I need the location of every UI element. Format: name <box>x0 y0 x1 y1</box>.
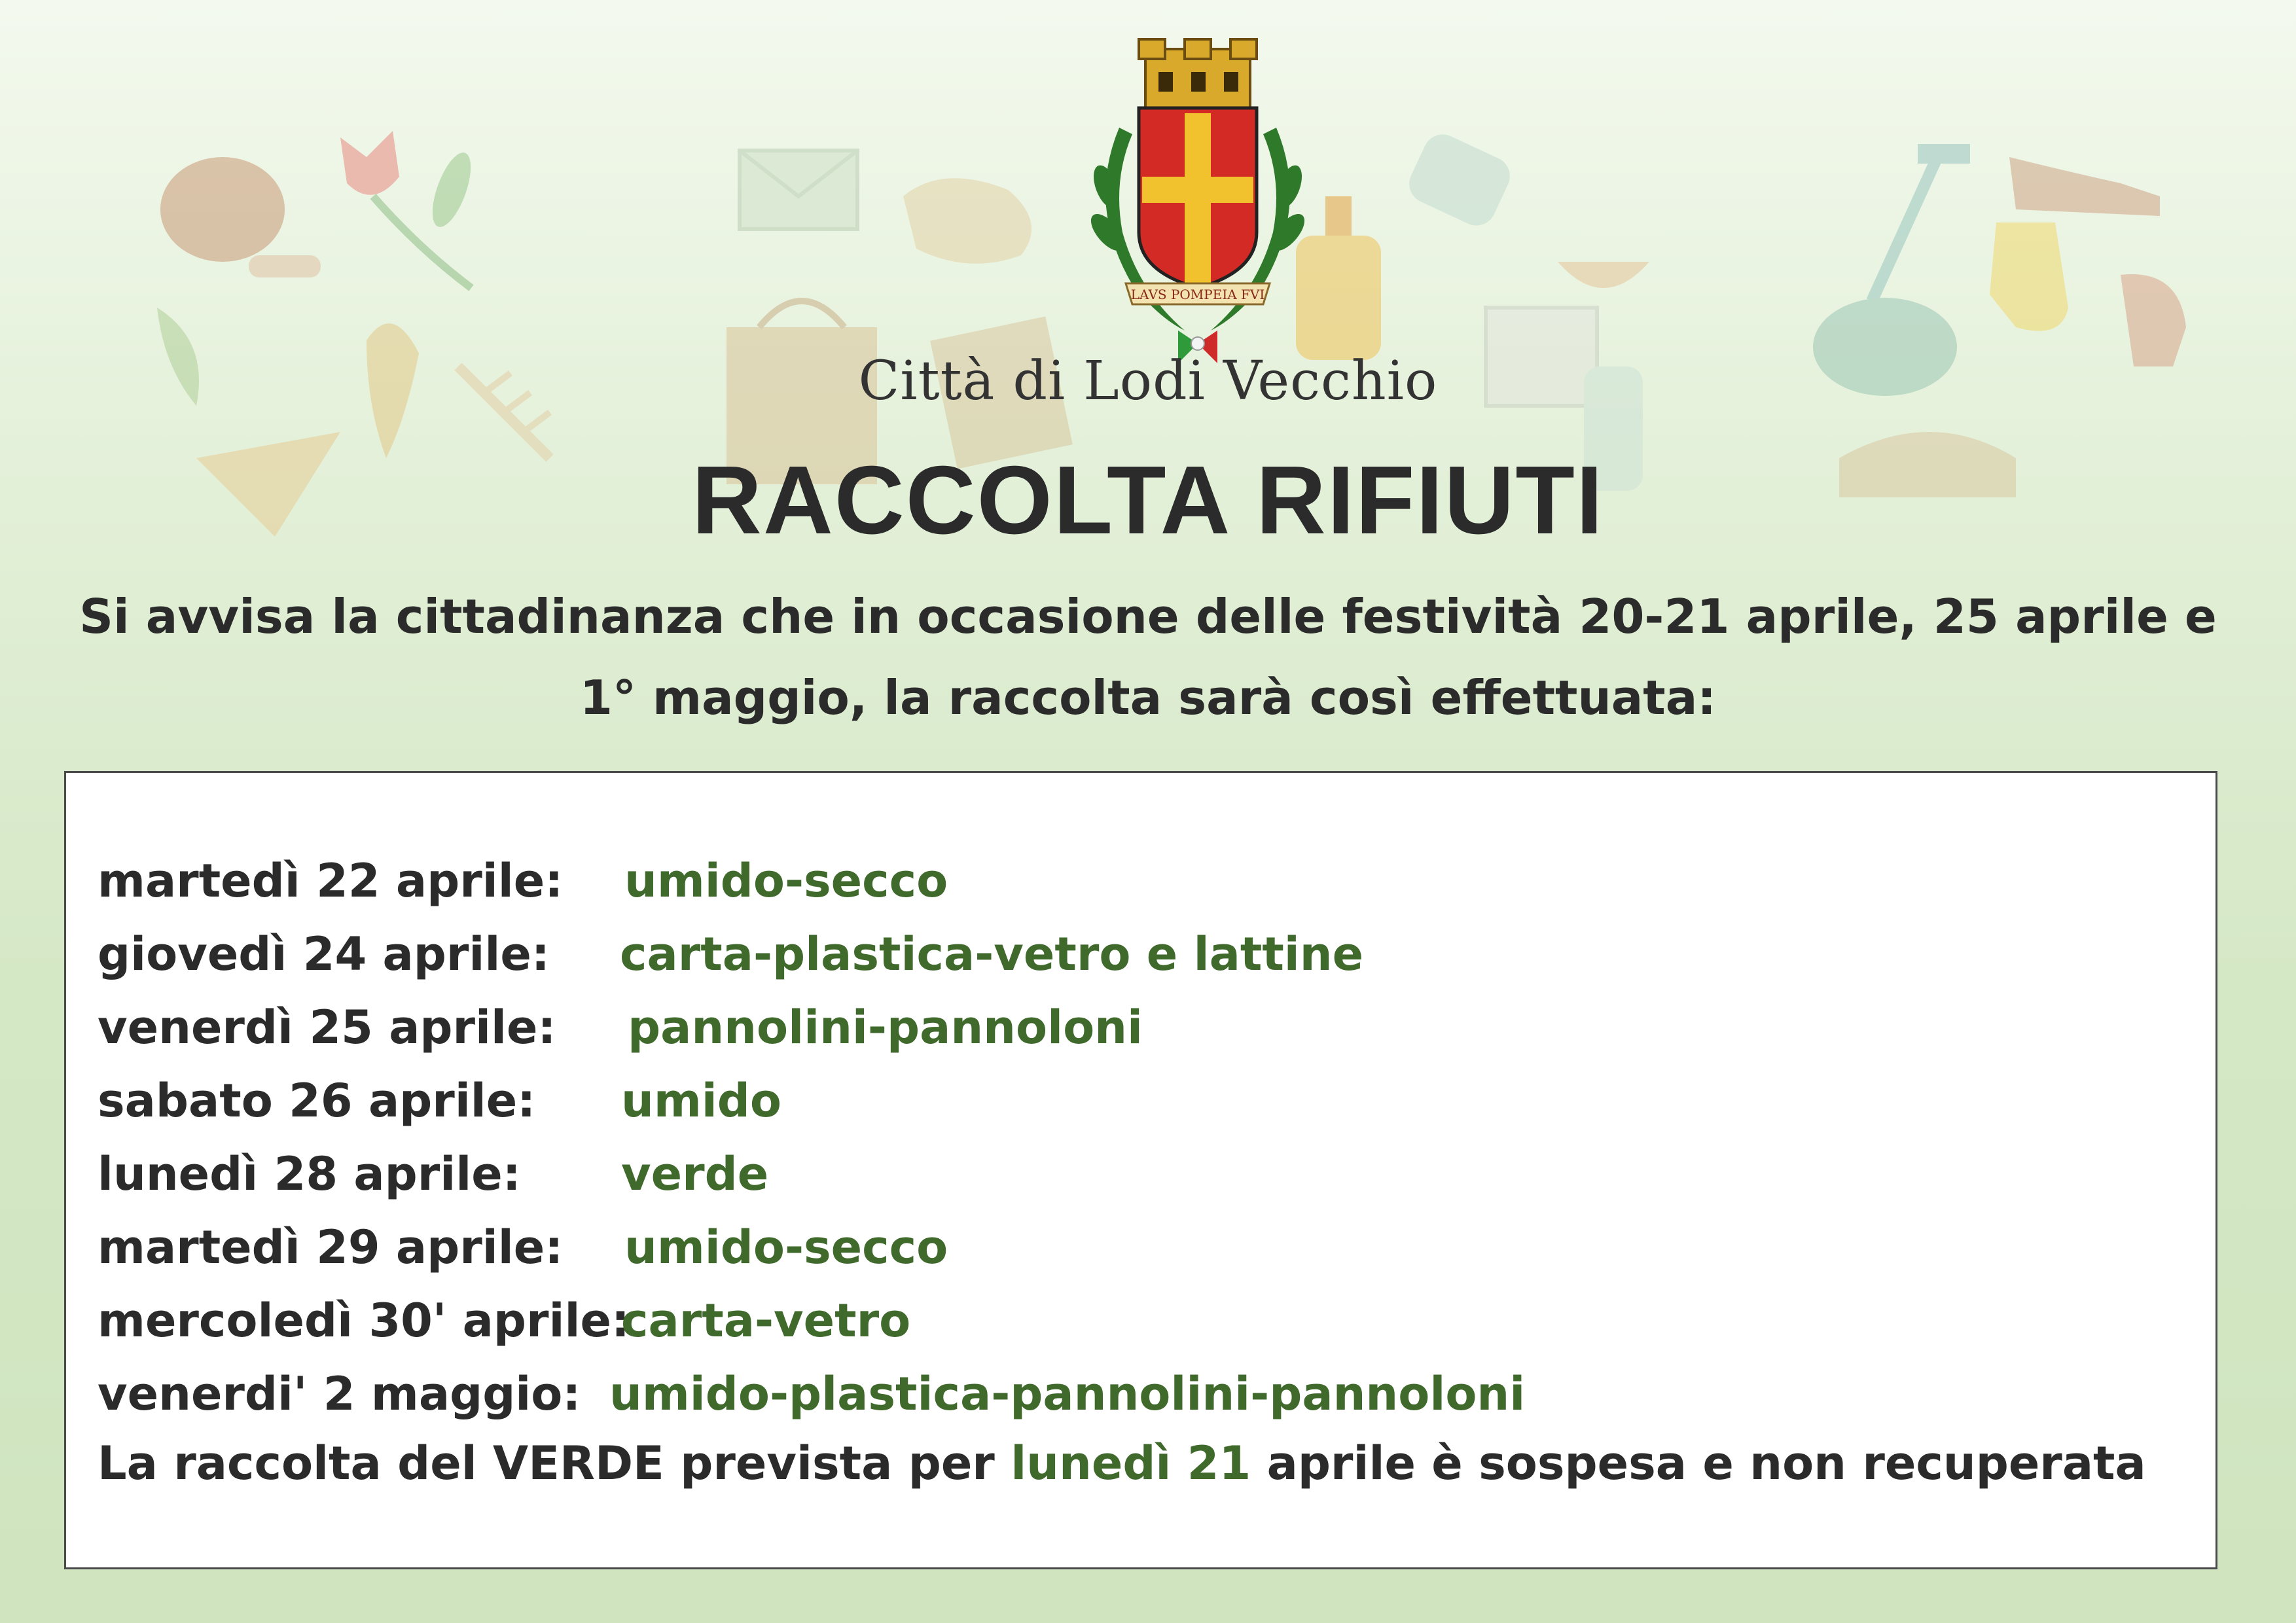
intro-text <box>65 576 2231 738</box>
schedule-day: mercoledì 30' aprile: <box>98 1294 630 1347</box>
schedule-day: martedì 29 aprile: <box>98 1221 564 1274</box>
schedule-day: lunedì 28 aprile: <box>98 1147 521 1201</box>
note-text-end: aprile è sospesa e non recuperata <box>1251 1436 2146 1490</box>
schedule-day: venerdi' 2 maggio: <box>98 1367 581 1421</box>
crumpled-paper-icon <box>903 178 1031 264</box>
coat-of-arms-icon <box>1060 36 1335 376</box>
note-text-start: La raccolta del VERDE prevista per <box>98 1436 1011 1490</box>
schedule-day: sabato 26 aprile: <box>98 1074 536 1128</box>
note-highlight: lunedì 21 <box>1011 1436 1251 1490</box>
schedule-type: umido-plastica-pannolini-pannoloni <box>609 1367 1526 1421</box>
sock-icon <box>1990 223 2068 331</box>
schedule-day: martedì 22 aprile: <box>98 854 564 908</box>
intro-line-1: Si avvisa la cittadinanza che in occasione delle festività 20-21 aprile, 25 aprile e <box>79 589 2217 644</box>
schedule-type: verde <box>621 1147 769 1201</box>
page-title: RACCOLTA RIFIUTI <box>692 446 1604 554</box>
suspension-note <box>98 1427 2146 1499</box>
envelope-icon <box>740 151 857 229</box>
city-name: Città di Lodi Vecchio <box>858 350 1438 412</box>
schedule-box <box>64 771 2217 1569</box>
schedule-day: giovedì 24 aprile: <box>98 927 550 981</box>
schedule-type: pannolini-pannoloni <box>628 1001 1143 1054</box>
intro-line-2: 1° maggio, la raccolta sarà così effettuata: <box>579 670 1717 725</box>
schedule-type: umido-secco <box>624 854 948 908</box>
schedule-type: umido-secco <box>624 1221 948 1274</box>
razor-icon <box>1872 144 1970 301</box>
schedule-type: umido <box>621 1074 781 1128</box>
schedule-type: carta-plastica-vetro e lattine <box>620 927 1364 981</box>
motto-text: LAVS POMPEIA FVI <box>1130 287 1265 302</box>
bowl-icon <box>1558 262 1649 288</box>
motto-ribbon-icon <box>1126 283 1270 304</box>
bottle-icon <box>1403 128 1516 232</box>
schedule-day: venerdì 25 aprile: <box>98 1001 556 1054</box>
apple-core-icon <box>160 157 321 277</box>
shield-icon <box>1139 108 1257 288</box>
crown-icon <box>1139 39 1257 111</box>
shoe-icon <box>2009 157 2160 216</box>
tulip-icon <box>340 131 478 288</box>
schedule-type: carta-vetro <box>621 1294 911 1347</box>
